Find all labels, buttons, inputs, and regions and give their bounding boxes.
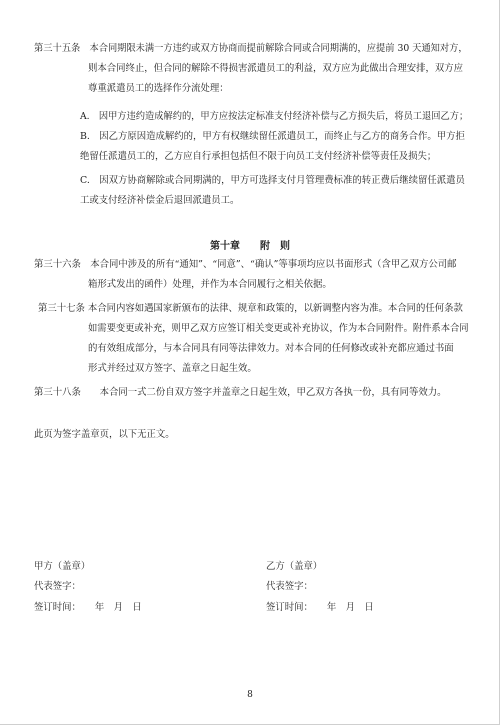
article-36-line-1: 第三十六条 本合同中涉及的所有“通知”、“同意”、“确认”等事项均应以书面形式（含甲乙双方公司邮 [34,259,457,270]
article-37-line-2: 如需要变更或补充，则甲乙双方应签订相关变更或补充协议，作为本合同附件。附件系本合同 [88,323,469,334]
page-number: 8 [247,690,253,700]
article-35-line-2: 则本合同终止，但合同的解除不得损害派遣员工的利益，双方应为此做出合理安排，双方应 [88,63,464,74]
party-a-date-label: 签订时间： 年 月 日 [34,602,142,613]
item-c-line-2: 工或支付经济补偿金后退回派遣员工。 [80,195,240,206]
chapter-10-heading: 第十章 附 则 [210,241,290,252]
item-b-line-2: 绝留任派遣员工的，乙方应自行承担包括但不限于向员工支付经济补偿等责任及损失； [80,151,437,162]
party-a-rep-label: 代表签字： [34,581,81,592]
article-37-line-1: 第三十七条 本合同内容如遇国家新颁布的法律、规章和政策的，以新调整内容为准。本合同的任何条款 [38,303,463,314]
party-b-rep-label: 代表签字： [266,581,313,592]
item-b-line-1: B. 因乙方原因造成解约的，甲方有权继续留任派遣员工，而终止与乙方的商务合作。甲方拒 [80,131,465,142]
item-a: A. 因甲方违约造成解约的，甲方应按法定标准支付经济补偿与乙方损失后，将员工退回乙方； [80,111,469,122]
article-35-line-3: 尊重派遣员工的选择作分流处理： [88,83,229,94]
article-37-line-3: 的有效组成部分，与本合同具有同等法律效力。对本合同的任何修改或补充都应通过书面 [88,343,454,354]
item-c-line-1: C. 因双方协商解除或合同期满的，甲方可选择支付月管理费标准的转正费后继续留任派遣员 [80,175,465,186]
party-a-seal-label: 甲方（盖章） [34,561,91,572]
party-b-date-label: 签订时间： 年 月 日 [266,602,374,613]
closing-note: 此页为签字盖章页，以下无正文。 [34,429,175,440]
party-b-seal-label: 乙方（盖章） [266,561,323,572]
article-35-line-1: 第三十五条 本合同期限未满一方违约或双方协商而提前解除合同或合同期满的，应提前 30 天通知对方， [34,43,468,54]
article-37-line-4: 形式并经过双方签字、盖章之日起生效。 [88,363,257,374]
article-36-line-2: 箱形式发出的函件）处理，并作为本合同履行之相关依据。 [88,279,332,290]
article-38: 第三十八条 本合同一式二份自双方签字并盖章之日起生效，甲乙双方各执一份，具有同等效力。 [34,387,447,398]
